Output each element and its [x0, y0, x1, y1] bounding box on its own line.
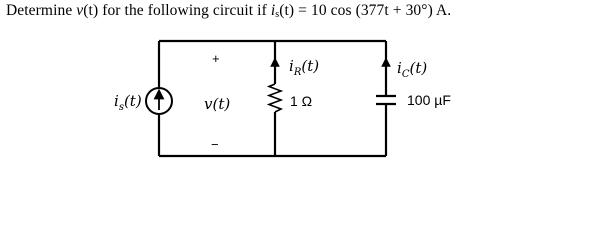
resistor-current-label: $i_R(t)$ — [289, 57, 320, 78]
voltage-label: v(t) — [204, 95, 231, 113]
problem-prefix: Determine — [6, 2, 77, 19]
problem-v-arg: (t) — [83, 2, 99, 19]
source-label: $i_s(t)$ — [114, 92, 142, 113]
capacitor-current-label: $i_C(t)$ — [397, 59, 428, 80]
problem-middle: for the following circuit if — [98, 2, 271, 19]
problem-v-var: v — [76, 2, 84, 19]
resistor-value: 1 Ω — [290, 93, 313, 109]
capacitor-value: 100 µF — [407, 92, 451, 108]
current-source-symbol — [146, 88, 172, 114]
circuit-wires — [159, 41, 386, 156]
plus-sign: + — [212, 51, 220, 66]
problem-is-var: i — [270, 2, 276, 19]
problem-is-arg: (t) — [279, 2, 295, 19]
problem-suffix: = 10 cos (377t + 30°) A. — [294, 2, 452, 19]
resistor-symbol — [269, 84, 281, 112]
problem-is-sub: s — [275, 9, 280, 20]
capacitor-symbol — [376, 96, 396, 104]
minus-sign: − — [211, 137, 219, 152]
